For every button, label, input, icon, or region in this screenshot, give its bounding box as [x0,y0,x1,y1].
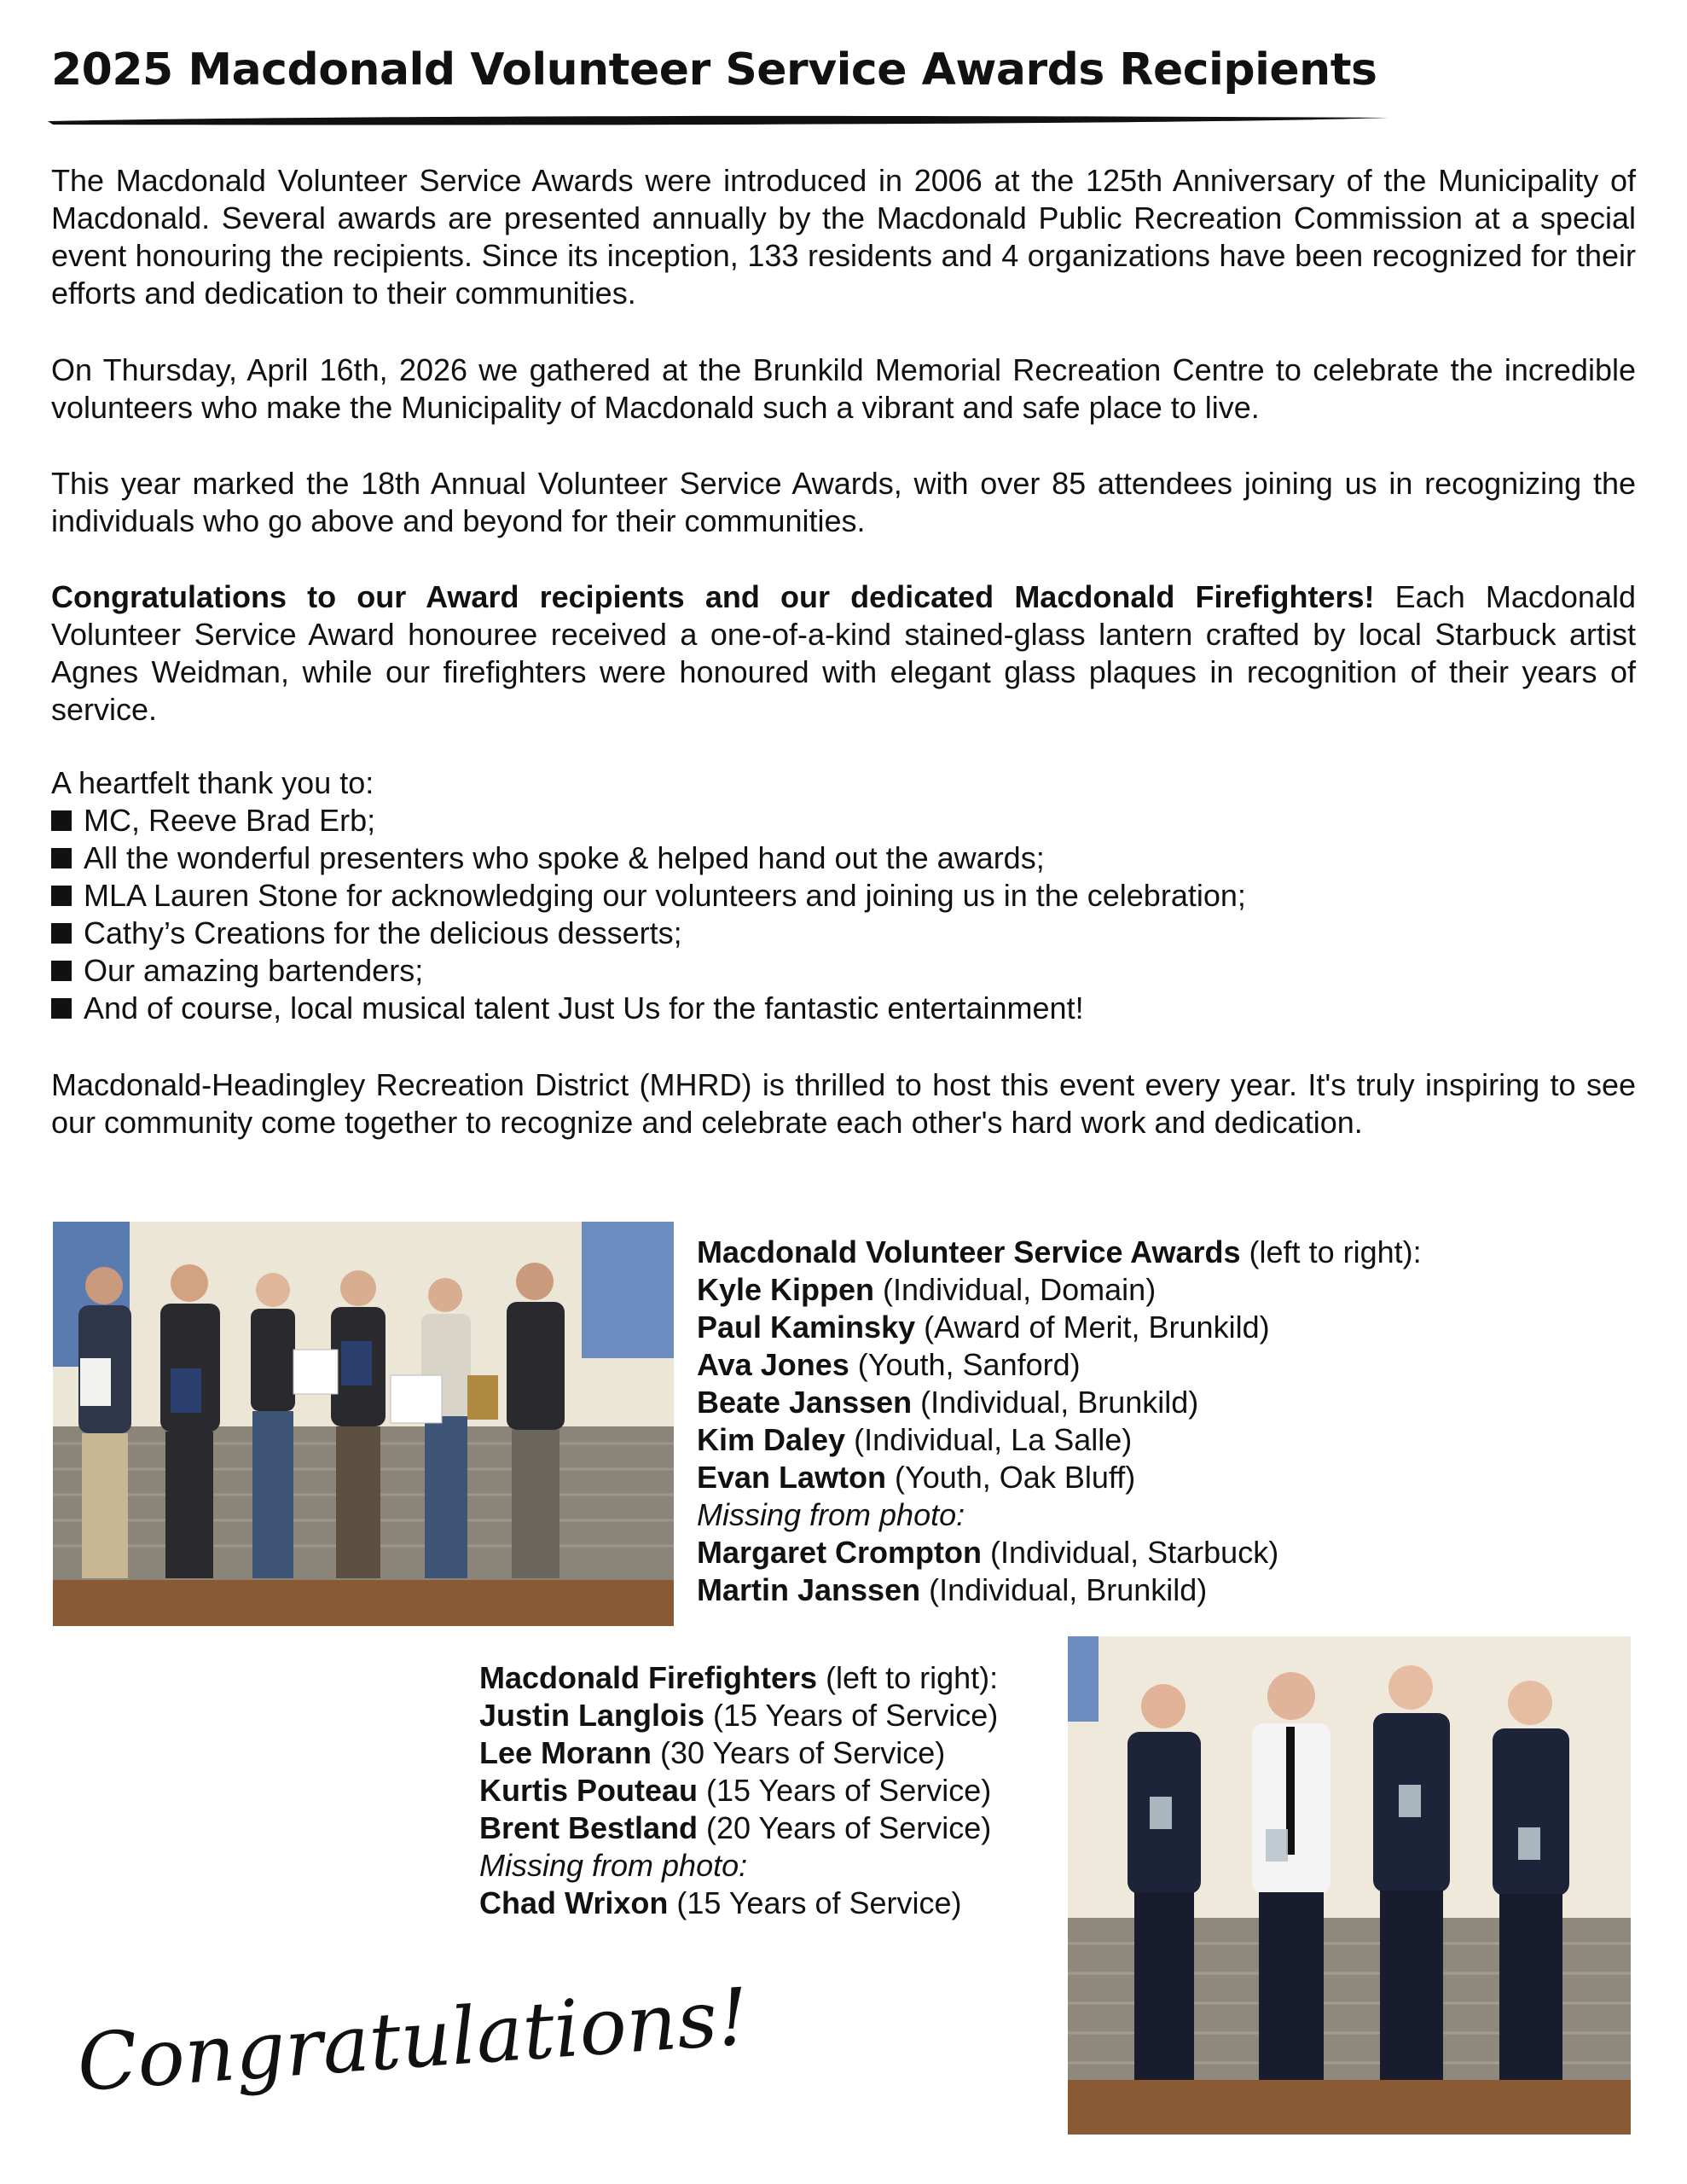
list-item: Lee Morann (30 Years of Service) [479,1735,946,1770]
list-item: Our amazing bartenders; [51,952,1246,990]
bullet-square-icon [51,961,72,981]
volunteer-awards-heading: Macdonald Volunteer Service Awards (left to right): [697,1234,1422,1269]
list-item: Brent Bestland (20 Years of Service) [479,1810,992,1845]
missing-from-photo-label: Missing from photo: [479,1848,748,1883]
thank-you-list [51,802,1246,1027]
bullet-square-icon [51,848,72,868]
list-item: Chad Wrixon (15 Years of Service) [479,1885,962,1920]
congratulations-body: Each Macdonald Volunteer Service Award honouree received a one-of-a-kind stained-glass lantern crafted by local Starbuck artist Agnes Weidman, while our firefighters were honoured with elegant glass plaques in recognition of their years of service. [51,579,1636,727]
list-item: Kyle Kippen (Individual, Domain) [697,1272,1157,1307]
list-item: And of course, local musical talent Just Us for the fantastic entertainment! [51,990,1246,1027]
list-item: Margaret Crompton (Individual, Starbuck) [697,1535,1279,1570]
volunteer-recipients-photo [53,1222,674,1626]
closing-paragraph: Macdonald-Headingley Recreation District (MHRD) is thrilled to host this event every year. It's truly inspiring to see our community come together to recognize and celebrate each other's hard work and dedication. [51,1067,1636,1140]
firefighters-photo [1068,1636,1631,2135]
list-item: Kim Daley (Individual, La Salle) [697,1422,1133,1457]
title-underline-stroke [44,109,1392,130]
missing-from-photo-label: Missing from photo: [697,1497,965,1532]
bullet-square-icon [51,998,72,1019]
intro-paragraph: The Macdonald Volunteer Service Awards were introduced in 2006 at the 125th Anniversary of the Municipality of Macdonald. Several awards are presented annually by the Macdonald Public Recreation Commission at a special event honouring the recipients. Since its inception, 133 residents and 4 organizations have been recognized for their efforts and dedication to their communities. [51,163,1636,311]
list-item: MC, Reeve Brad Erb; [51,802,1246,839]
congratulations-script [68,1958,752,2129]
congratulations-paragraph [51,578,1636,729]
list-item: Paul Kaminsky (Award of Merit, Brunkild) [697,1310,1270,1345]
list-item: Kurtis Pouteau (15 Years of Service) [479,1773,992,1808]
list-item: MLA Lauren Stone for acknowledging our volunteers and joining us in the celebration; [51,877,1246,915]
congratulations-lead: Congratulations to our Award recipients and our dedicated Macdonald Firefighters! [51,579,1375,614]
list-item: Beate Janssen (Individual, Brunkild) [697,1385,1199,1420]
attendance-paragraph: This year marked the 18th Annual Volunteer Service Awards, with over 85 attendees joining us in recognizing the individuals who go above and beyond for their communities. [51,466,1636,538]
bullet-square-icon [51,886,72,906]
thank-you-section [51,764,1246,1027]
volunteer-awards-list [697,1234,1422,1609]
firefighters-list [479,1659,998,1922]
bullet-square-icon [51,923,72,944]
list-item: Evan Lawton (Youth, Oak Bluff) [697,1460,1136,1495]
list-item: Cathy’s Creations for the delicious desserts; [51,915,1246,952]
firefighters-heading: Macdonald Firefighters (left to right): [479,1660,999,1695]
thank-you-intro: A heartfelt thank you to: [51,765,374,800]
congratulations-script-text: Congratulations! [74,1971,752,2110]
event-paragraph: On Thursday, April 16th, 2026 we gathered at the Brunkild Memorial Recreation Centre to celebrate the incredible volunteers who make the Municipality of Macdonald such a vibrant and safe place to live. [51,352,1636,425]
list-item: Ava Jones (Youth, Sanford) [697,1347,1081,1382]
list-item: Martin Janssen (Individual, Brunkild) [697,1572,1208,1607]
list-item: Justin Langlois (15 Years of Service) [479,1698,999,1733]
bullet-square-icon [51,810,72,831]
page-title: 2025 Macdonald Volunteer Service Awards Recipients [51,44,1377,96]
list-item: All the wonderful presenters who spoke & helped hand out the awards; [51,839,1246,877]
